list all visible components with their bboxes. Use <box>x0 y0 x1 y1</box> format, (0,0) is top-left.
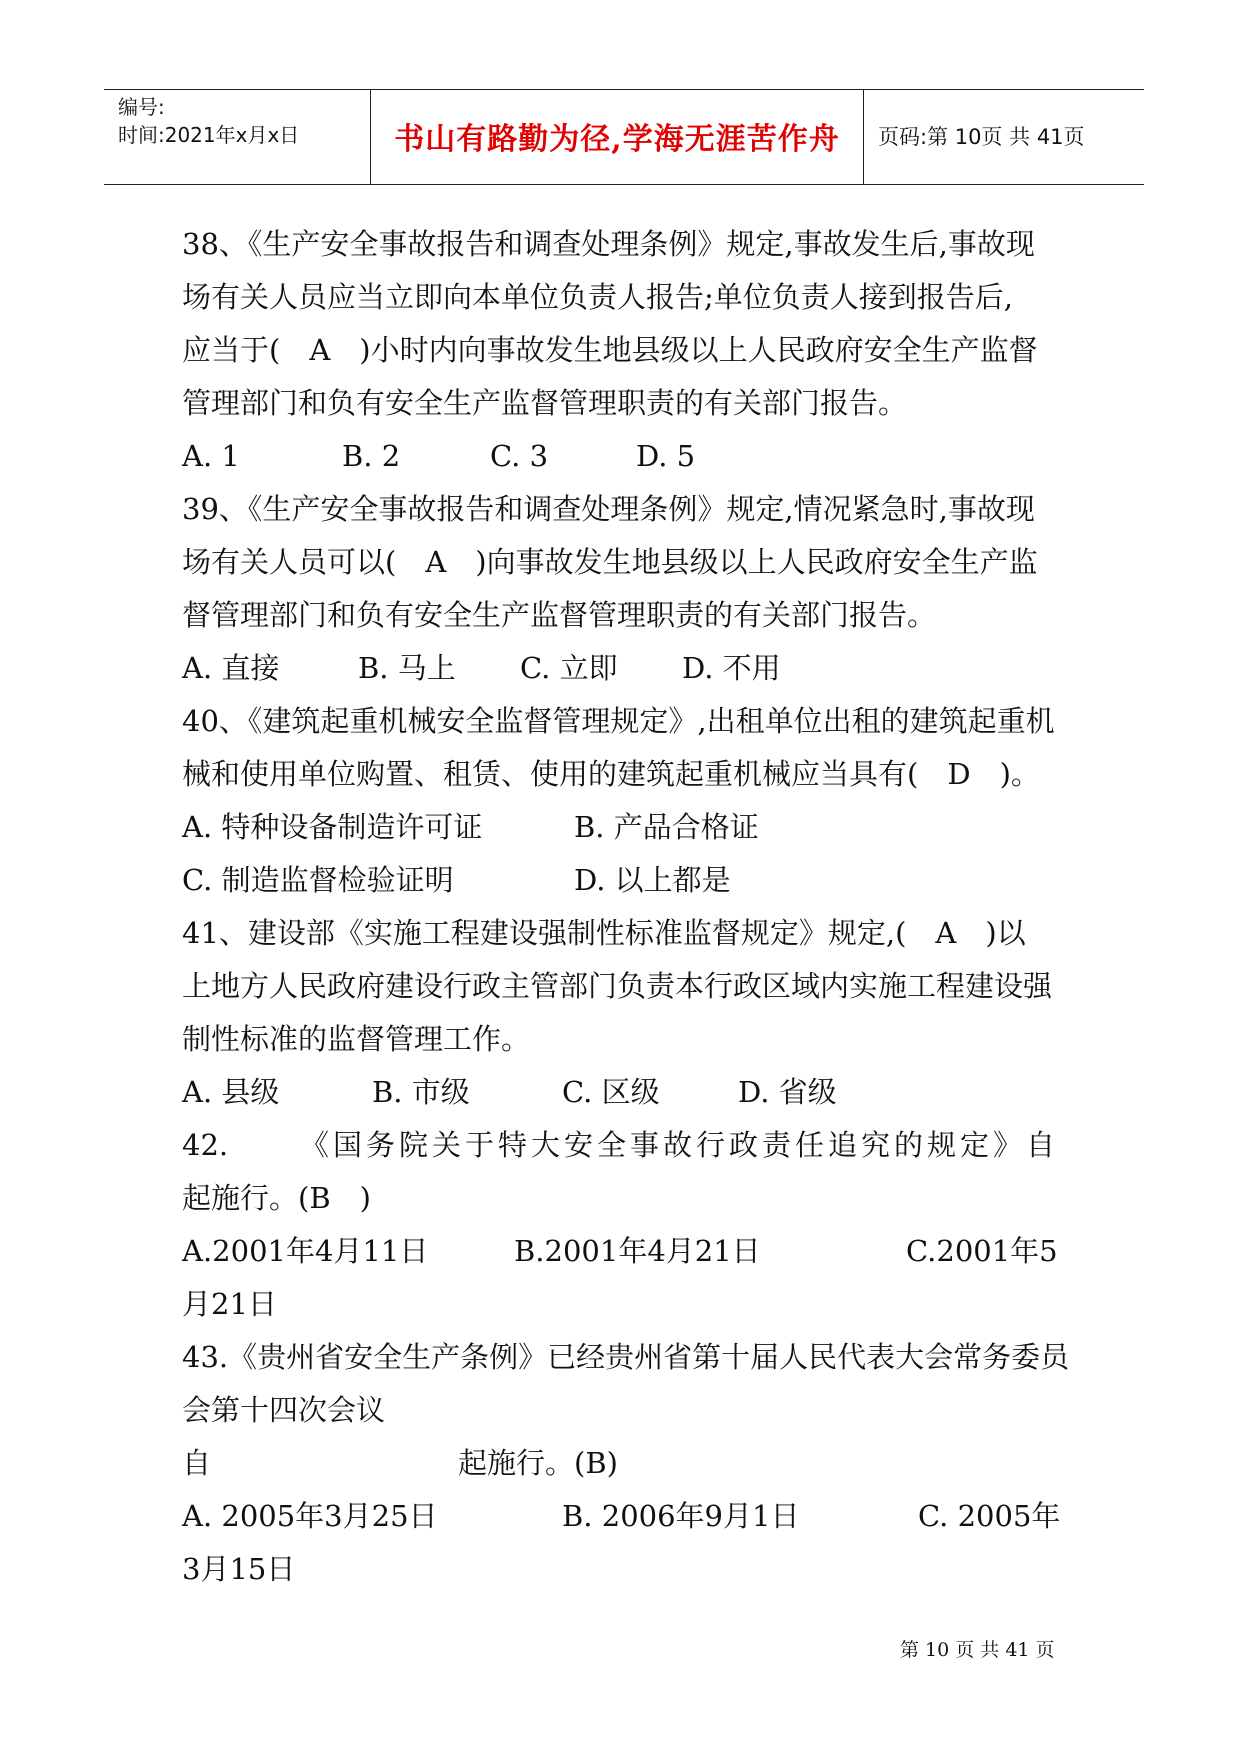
q40-options-row-1 <box>182 801 1064 854</box>
doc-number-label: 编号: <box>118 95 165 119</box>
q39-line-3: 督管理部门和负有安全生产监督管理职责的有关部门报告。 <box>182 598 937 632</box>
q39-option-a: A. 直接 <box>182 651 280 685</box>
q39-option-d: D. 不用 <box>682 651 781 685</box>
q38-option-a: A. 1 <box>182 439 240 473</box>
q42-line-2: 起施行。(B ) <box>182 1181 371 1215</box>
q41-line-2: 上地方人民政府建设行政主管部门负责本行政区域内实施工程建设强 <box>182 969 1053 1003</box>
page-footer: 第 10 页 共 41 页 <box>900 1639 1055 1661</box>
q38-options <box>182 430 1064 483</box>
q43-line-3-end: 起施行。(B) <box>458 1446 618 1480</box>
q42-option-c-continued: 月21日 <box>182 1287 277 1321</box>
header-info-cell <box>104 90 371 184</box>
q38-option-d: D. 5 <box>636 439 696 473</box>
q40-option-b: B. 产品合格证 <box>574 810 759 844</box>
q42-number: 42. <box>182 1128 229 1162</box>
q43-line-1: 43.《贵州省安全生产条例》已经贵州省第十届人民代表大会常务委员 <box>182 1340 1070 1374</box>
q43-option-a: A. 2005年3月25日 <box>182 1499 438 1533</box>
header-page-cell <box>864 90 1144 184</box>
q41-option-c: C. 区级 <box>562 1075 660 1109</box>
header-page-number: 页码:第 10页 共 41页 <box>878 125 1085 149</box>
q38-option-c: C. 3 <box>490 439 549 473</box>
header-motto-cell <box>371 90 864 184</box>
q39-option-b: B. 马上 <box>358 651 456 685</box>
q39-line-1: 39、《生产安全事故报告和调查处理条例》规定,情况紧急时,事故现 <box>182 492 1035 526</box>
q43-option-b: B. 2006年9月1日 <box>562 1499 800 1533</box>
q43-option-c-continued: 3月15日 <box>182 1552 296 1586</box>
doc-time-label: 时间:2021年x月x日 <box>118 123 300 147</box>
q38-line-3: 应当于( A )小时内向事故发生地县级以上人民政府安全生产监督 <box>182 333 1038 367</box>
q40-option-a: A. 特种设备制造许可证 <box>182 810 483 844</box>
q43-line-3-start: 自 <box>182 1446 212 1480</box>
q40-option-c: C. 制造监督检验证明 <box>182 863 454 897</box>
q40-line-2: 械和使用单位购置、租赁、使用的建筑起重机械应当具有( D )。 <box>182 757 1040 791</box>
q41-line-1: 41、建设部《实施工程建设强制性标准监督规定》规定,( A )以 <box>182 916 1026 950</box>
q39-options <box>182 642 1064 695</box>
q40-option-d: D. 以上都是 <box>574 863 731 897</box>
q40-line-1: 40、《建筑起重机械安全监督管理规定》,出租单位出租的建筑起重机 <box>182 704 1055 738</box>
q42-text: 《国务院关于特大安全事故行政责任追究的规定》自 <box>300 1128 1060 1162</box>
page-header <box>104 89 1144 185</box>
q38-line-1: 38、《生产安全事故报告和调查处理条例》规定,事故发生后,事故现 <box>182 227 1035 261</box>
q41-options <box>182 1066 1064 1119</box>
q41-option-d: D. 省级 <box>738 1075 837 1109</box>
q41-option-b: B. 市级 <box>372 1075 470 1109</box>
q42-option-a: A.2001年4月11日 <box>182 1234 429 1268</box>
q38-line-4: 管理部门和负有安全生产监督管理职责的有关部门报告。 <box>182 386 908 420</box>
question-content <box>182 218 1070 1596</box>
q41-option-a: A. 县级 <box>182 1075 280 1109</box>
q41-line-3: 制性标准的监督管理工作。 <box>182 1022 531 1056</box>
q43-options <box>182 1490 1064 1543</box>
q39-line-2: 场有关人员可以( A )向事故发生地县级以上人民政府安全生产监 <box>182 545 1038 579</box>
q42-line-1 <box>182 1119 1064 1172</box>
q38-line-2: 场有关人员应当立即向本单位负责人报告;单位负责人接到报告后, <box>182 280 1013 314</box>
q38-option-b: B. 2 <box>342 439 401 473</box>
q42-option-b: B.2001年4月21日 <box>514 1234 761 1268</box>
q43-option-c: C. 2005年 <box>918 1499 1061 1533</box>
q42-option-c: C.2001年5 <box>906 1234 1058 1268</box>
q39-option-c: C. 立即 <box>520 651 618 685</box>
q43-line-2: 会第十四次会议 <box>182 1393 386 1427</box>
q42-options <box>182 1225 1064 1278</box>
header-motto: 书山有路勤为径,学海无涯苦作舟 <box>394 122 840 157</box>
q43-line-3 <box>182 1437 1064 1490</box>
q40-options-row-2 <box>182 854 1064 907</box>
